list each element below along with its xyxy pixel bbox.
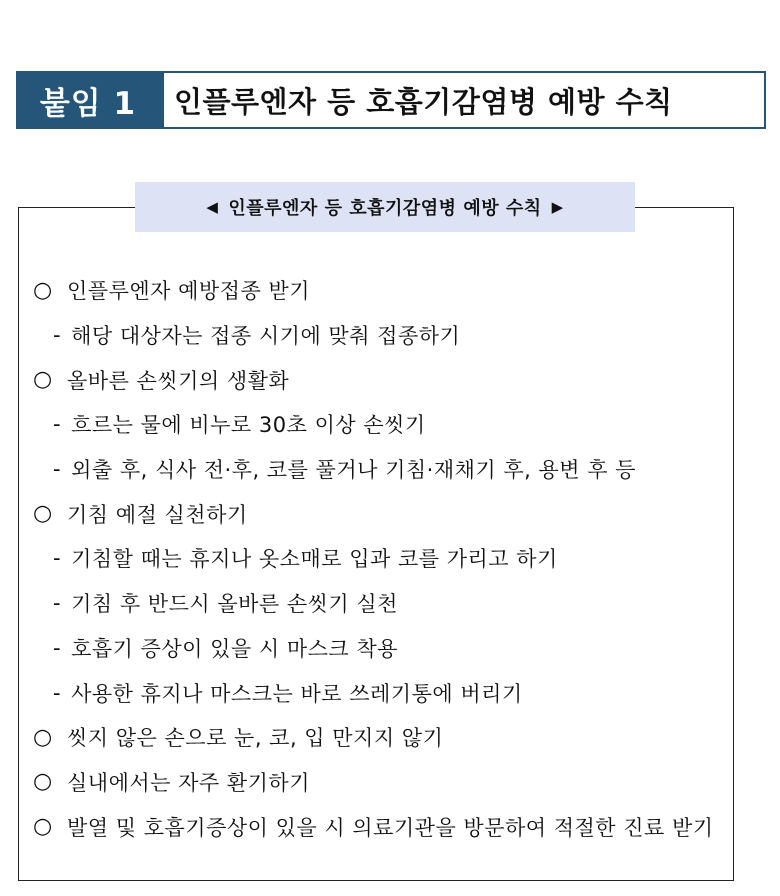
rule-subitem	[33, 402, 733, 447]
dash-bullet: -	[53, 591, 62, 616]
rule-text: 호흡기 증상이 있을 시 마스크 착용	[71, 636, 398, 661]
rule-subitem	[33, 581, 733, 626]
circle-bullet-icon: ○	[33, 769, 53, 795]
rule-text: 사용한 휴지나 마스크는 바로 쓰레기통에 버리기	[71, 681, 523, 706]
circle-bullet-icon: ○	[33, 501, 53, 527]
rule-item	[33, 268, 733, 313]
attachment-title: 인플루엔자 등 호흡기감염병 예방 수칙	[162, 73, 764, 127]
rule-item	[33, 357, 733, 402]
rule-text: 실내에서는 자주 환기하기	[67, 770, 310, 795]
rule-item	[33, 804, 733, 849]
rule-text: 외출 후, 식사 전·후, 코를 풀거나 기침·재채기 후, 용변 후 등	[71, 458, 636, 483]
circle-bullet-icon: ○	[33, 814, 53, 840]
rule-text: 기침 후 반드시 올바른 손씻기 실천	[71, 592, 398, 617]
rule-text: 인플루엔자 예방접종 받기	[67, 279, 310, 304]
circle-bullet-icon: ○	[33, 367, 53, 393]
attachment-tag: 붙임 1	[18, 73, 162, 127]
rule-subitem	[33, 626, 733, 671]
rule-text: 해당 대상자는 접종 시기에 맞춰 접종하기	[71, 324, 461, 349]
rule-text: 흐르는 물에 비누로 30초 이상 손씻기	[71, 413, 426, 438]
rule-subitem	[33, 313, 733, 358]
rule-item	[33, 491, 733, 536]
rule-subitem	[33, 670, 733, 715]
rule-item	[33, 715, 733, 760]
rule-item	[33, 760, 733, 805]
rule-text: 기침할 때는 휴지나 옷소매로 입과 코를 가리고 하기	[71, 547, 558, 572]
rule-subitem	[33, 536, 733, 581]
rule-text: 기침 예절 실천하기	[67, 502, 248, 527]
circle-bullet-icon: ○	[33, 277, 53, 303]
rule-text: 씻지 않은 손으로 눈, 코, 입 만지지 않기	[67, 726, 444, 751]
dash-bullet: -	[53, 457, 62, 482]
rules-list	[33, 268, 733, 849]
rule-text: 발열 및 호흡기증상이 있을 시 의료기관을 방문하여 적절한 진료 받기	[67, 815, 714, 840]
rule-subitem	[33, 447, 733, 492]
dash-bullet: -	[53, 680, 62, 705]
rule-text: 올바른 손씻기의 생활화	[67, 368, 290, 393]
dash-bullet: -	[53, 412, 62, 437]
dash-bullet: -	[53, 323, 62, 348]
dash-bullet: -	[53, 546, 62, 571]
circle-bullet-icon: ○	[33, 724, 53, 750]
attachment-header	[16, 71, 766, 129]
rules-box-title	[135, 182, 635, 232]
left-triangle-icon: ◀	[206, 198, 219, 216]
rules-box-title-text: 인플루엔자 등 호흡기감염병 예방 수칙	[228, 198, 542, 219]
right-triangle-icon: ▶	[551, 198, 564, 216]
dash-bullet: -	[53, 635, 62, 660]
